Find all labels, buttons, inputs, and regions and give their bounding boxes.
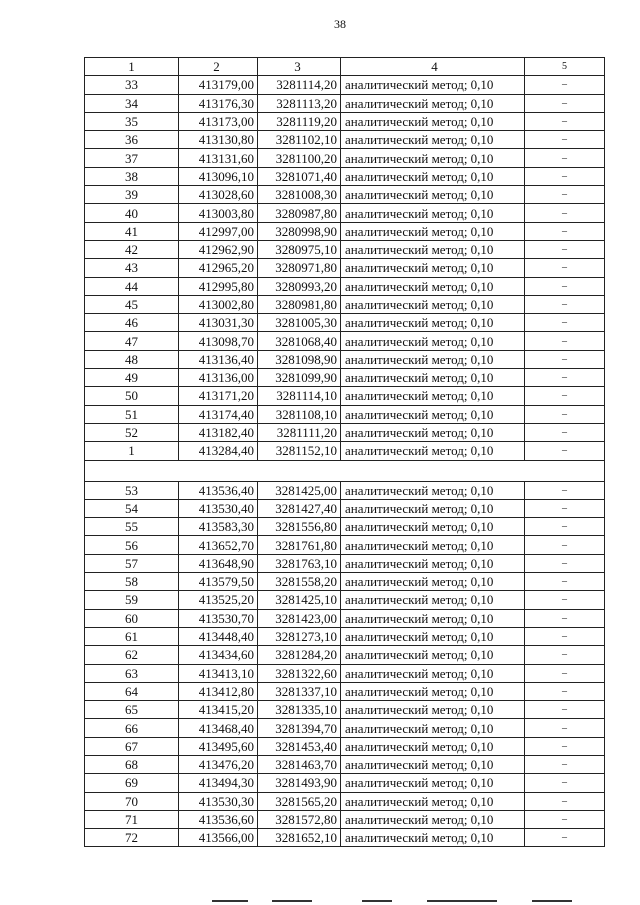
- x-coordinate: 413566,00: [179, 829, 258, 847]
- x-coordinate: 413131,60: [179, 149, 258, 167]
- x-coordinate: 413468,40: [179, 719, 258, 737]
- column5-cell: –: [525, 627, 605, 645]
- method-cell: аналитический метод; 0,10: [341, 664, 525, 682]
- method-cell: аналитический метод; 0,10: [341, 167, 525, 185]
- method-cell: аналитический метод; 0,10: [341, 518, 525, 536]
- method-cell: аналитический метод; 0,10: [341, 442, 525, 460]
- point-number: 48: [85, 350, 179, 368]
- table-row: [85, 737, 605, 755]
- method-cell: аналитический метод; 0,10: [341, 186, 525, 204]
- table-row: [85, 167, 605, 185]
- table-row: [85, 277, 605, 295]
- point-number: 43: [85, 259, 179, 277]
- x-coordinate: 413434,60: [179, 646, 258, 664]
- point-number: 55: [85, 518, 179, 536]
- table-row: [85, 369, 605, 387]
- point-number: 38: [85, 167, 179, 185]
- column-header-2: 2: [179, 58, 258, 76]
- y-coordinate: 3281493,90: [258, 774, 341, 792]
- point-number: 46: [85, 314, 179, 332]
- y-coordinate: 3281335,10: [258, 701, 341, 719]
- x-coordinate: 413179,00: [179, 76, 258, 94]
- column5-cell: –: [525, 186, 605, 204]
- x-coordinate: 413284,40: [179, 442, 258, 460]
- y-coordinate: 3281558,20: [258, 573, 341, 591]
- x-coordinate: 413579,50: [179, 573, 258, 591]
- y-coordinate: 3281113,20: [258, 94, 341, 112]
- footer-rule: [212, 897, 612, 905]
- method-cell: аналитический метод; 0,10: [341, 792, 525, 810]
- table-row: [85, 573, 605, 591]
- point-number: 49: [85, 369, 179, 387]
- y-coordinate: 3280998,90: [258, 222, 341, 240]
- point-number: 1: [85, 442, 179, 460]
- coordinates-table: [84, 57, 605, 847]
- x-coordinate: 413176,30: [179, 94, 258, 112]
- table-row: [85, 774, 605, 792]
- point-number: 68: [85, 755, 179, 773]
- table-row: [85, 701, 605, 719]
- x-coordinate: 413002,80: [179, 295, 258, 313]
- point-number: 36: [85, 131, 179, 149]
- method-cell: аналитический метод; 0,10: [341, 369, 525, 387]
- column5-cell: –: [525, 664, 605, 682]
- method-cell: аналитический метод; 0,10: [341, 573, 525, 591]
- table-row: [85, 131, 605, 149]
- column5-cell: –: [525, 682, 605, 700]
- method-cell: аналитический метод; 0,10: [341, 719, 525, 737]
- y-coordinate: 3281111,20: [258, 423, 341, 441]
- column5-cell: –: [525, 94, 605, 112]
- y-coordinate: 3281119,20: [258, 112, 341, 130]
- x-coordinate: 413136,00: [179, 369, 258, 387]
- column5-cell: –: [525, 295, 605, 313]
- table-row: [85, 810, 605, 828]
- x-coordinate: 413530,30: [179, 792, 258, 810]
- x-coordinate: 413494,30: [179, 774, 258, 792]
- y-coordinate: 3280993,20: [258, 277, 341, 295]
- y-coordinate: 3281114,20: [258, 76, 341, 94]
- column-header-1: 1: [85, 58, 179, 76]
- x-coordinate: 413530,40: [179, 499, 258, 517]
- y-coordinate: 3280987,80: [258, 204, 341, 222]
- y-coordinate: 3281453,40: [258, 737, 341, 755]
- method-cell: аналитический метод; 0,10: [341, 423, 525, 441]
- column5-cell: –: [525, 810, 605, 828]
- method-cell: аналитический метод; 0,10: [341, 405, 525, 423]
- y-coordinate: 3281337,10: [258, 682, 341, 700]
- point-number: 51: [85, 405, 179, 423]
- table-row: [85, 149, 605, 167]
- column5-cell: –: [525, 701, 605, 719]
- method-cell: аналитический метод; 0,10: [341, 829, 525, 847]
- table-row: [85, 442, 605, 460]
- point-number: 61: [85, 627, 179, 645]
- y-coordinate: 3281565,20: [258, 792, 341, 810]
- y-coordinate: 3281322,60: [258, 664, 341, 682]
- point-number: 70: [85, 792, 179, 810]
- y-coordinate: 3281761,80: [258, 536, 341, 554]
- column5-cell: –: [525, 774, 605, 792]
- y-coordinate: 3281425,10: [258, 591, 341, 609]
- method-cell: аналитический метод; 0,10: [341, 774, 525, 792]
- column5-cell: –: [525, 149, 605, 167]
- column5-cell: –: [525, 204, 605, 222]
- y-coordinate: 3281763,10: [258, 554, 341, 572]
- column5-cell: –: [525, 350, 605, 368]
- column5-cell: –: [525, 131, 605, 149]
- method-cell: аналитический метод; 0,10: [341, 149, 525, 167]
- column5-cell: –: [525, 518, 605, 536]
- y-coordinate: 3281284,20: [258, 646, 341, 664]
- column-header-5: 5: [525, 58, 605, 76]
- x-coordinate: 413174,40: [179, 405, 258, 423]
- point-number: 56: [85, 536, 179, 554]
- point-number: 53: [85, 481, 179, 499]
- method-cell: аналитический метод; 0,10: [341, 94, 525, 112]
- table-row: [85, 94, 605, 112]
- x-coordinate: 413003,80: [179, 204, 258, 222]
- point-number: 64: [85, 682, 179, 700]
- y-coordinate: 3280975,10: [258, 240, 341, 258]
- table-row: [85, 405, 605, 423]
- y-coordinate: 3281071,40: [258, 167, 341, 185]
- y-coordinate: 3281425,00: [258, 481, 341, 499]
- y-coordinate: 3281114,10: [258, 387, 341, 405]
- x-coordinate: 413648,90: [179, 554, 258, 572]
- point-number: 41: [85, 222, 179, 240]
- point-number: 57: [85, 554, 179, 572]
- point-number: 47: [85, 332, 179, 350]
- table-row: [85, 423, 605, 441]
- x-coordinate: 413476,20: [179, 755, 258, 773]
- method-cell: аналитический метод; 0,10: [341, 554, 525, 572]
- column5-cell: –: [525, 554, 605, 572]
- table-row: [85, 186, 605, 204]
- method-cell: аналитический метод; 0,10: [341, 332, 525, 350]
- column5-cell: –: [525, 76, 605, 94]
- column5-cell: –: [525, 277, 605, 295]
- table-header-row: [85, 58, 605, 76]
- method-cell: аналитический метод; 0,10: [341, 240, 525, 258]
- table-row: [85, 536, 605, 554]
- column5-cell: –: [525, 792, 605, 810]
- method-cell: аналитический метод; 0,10: [341, 314, 525, 332]
- point-number: 50: [85, 387, 179, 405]
- y-coordinate: 3281652,10: [258, 829, 341, 847]
- point-number: 39: [85, 186, 179, 204]
- y-coordinate: 3281099,90: [258, 369, 341, 387]
- point-number: 62: [85, 646, 179, 664]
- point-number: 65: [85, 701, 179, 719]
- method-cell: аналитический метод; 0,10: [341, 810, 525, 828]
- x-coordinate: 413136,40: [179, 350, 258, 368]
- y-coordinate: 3281556,80: [258, 518, 341, 536]
- y-coordinate: 3281463,70: [258, 755, 341, 773]
- table-row: [85, 112, 605, 130]
- x-coordinate: 413525,20: [179, 591, 258, 609]
- method-cell: аналитический метод; 0,10: [341, 536, 525, 554]
- point-number: 34: [85, 94, 179, 112]
- method-cell: аналитический метод; 0,10: [341, 131, 525, 149]
- column5-cell: –: [525, 222, 605, 240]
- column5-cell: –: [525, 240, 605, 258]
- x-coordinate: 413652,70: [179, 536, 258, 554]
- table-row: [85, 481, 605, 499]
- table-row: [85, 554, 605, 572]
- table-row: [85, 332, 605, 350]
- method-cell: аналитический метод; 0,10: [341, 609, 525, 627]
- table-row: [85, 591, 605, 609]
- table-row: [85, 204, 605, 222]
- column5-cell: –: [525, 314, 605, 332]
- x-coordinate: 413536,60: [179, 810, 258, 828]
- x-coordinate: 413415,20: [179, 701, 258, 719]
- table-row: [85, 76, 605, 94]
- table-row: [85, 295, 605, 313]
- method-cell: аналитический метод; 0,10: [341, 204, 525, 222]
- point-number: 54: [85, 499, 179, 517]
- x-coordinate: 413530,70: [179, 609, 258, 627]
- table-row: [85, 350, 605, 368]
- method-cell: аналитический метод; 0,10: [341, 499, 525, 517]
- x-coordinate: 413173,00: [179, 112, 258, 130]
- point-number: 69: [85, 774, 179, 792]
- table-row: [85, 792, 605, 810]
- column5-cell: –: [525, 829, 605, 847]
- point-number: 59: [85, 591, 179, 609]
- y-coordinate: 3281005,30: [258, 314, 341, 332]
- table-row: [85, 719, 605, 737]
- method-cell: аналитический метод; 0,10: [341, 682, 525, 700]
- column-header-3: 3: [258, 58, 341, 76]
- point-number: 63: [85, 664, 179, 682]
- column5-cell: –: [525, 387, 605, 405]
- column5-cell: –: [525, 259, 605, 277]
- column5-cell: –: [525, 442, 605, 460]
- x-coordinate: 413130,80: [179, 131, 258, 149]
- point-number: 45: [85, 295, 179, 313]
- x-coordinate: 413583,30: [179, 518, 258, 536]
- point-number: 58: [85, 573, 179, 591]
- x-coordinate: 413536,40: [179, 481, 258, 499]
- column5-cell: –: [525, 405, 605, 423]
- y-coordinate: 3281152,10: [258, 442, 341, 460]
- method-cell: аналитический метод; 0,10: [341, 481, 525, 499]
- method-cell: аналитический метод; 0,10: [341, 277, 525, 295]
- column5-cell: –: [525, 332, 605, 350]
- point-number: 52: [85, 423, 179, 441]
- point-number: 35: [85, 112, 179, 130]
- y-coordinate: 3281108,10: [258, 405, 341, 423]
- method-cell: аналитический метод; 0,10: [341, 387, 525, 405]
- y-coordinate: 3281008,30: [258, 186, 341, 204]
- column5-cell: –: [525, 536, 605, 554]
- table-row: [85, 646, 605, 664]
- y-coordinate: 3280981,80: [258, 295, 341, 313]
- method-cell: аналитический метод; 0,10: [341, 222, 525, 240]
- column5-cell: –: [525, 737, 605, 755]
- method-cell: аналитический метод; 0,10: [341, 627, 525, 645]
- column5-cell: –: [525, 167, 605, 185]
- method-cell: аналитический метод; 0,10: [341, 646, 525, 664]
- method-cell: аналитический метод; 0,10: [341, 259, 525, 277]
- x-coordinate: 413495,60: [179, 737, 258, 755]
- table-row: [85, 664, 605, 682]
- point-number: 40: [85, 204, 179, 222]
- table-row: [85, 240, 605, 258]
- method-cell: аналитический метод; 0,10: [341, 350, 525, 368]
- point-number: 60: [85, 609, 179, 627]
- method-cell: аналитический метод; 0,10: [341, 295, 525, 313]
- column5-cell: –: [525, 573, 605, 591]
- column5-cell: –: [525, 646, 605, 664]
- column5-cell: –: [525, 112, 605, 130]
- point-number: 42: [85, 240, 179, 258]
- y-coordinate: 3281102,10: [258, 131, 341, 149]
- y-coordinate: 3281427,40: [258, 499, 341, 517]
- separator-cell: [85, 460, 605, 481]
- column-header-4: 4: [341, 58, 525, 76]
- coordinates-table-body: [85, 58, 605, 847]
- column5-cell: –: [525, 609, 605, 627]
- table-separator-row: [85, 460, 605, 481]
- method-cell: аналитический метод; 0,10: [341, 755, 525, 773]
- column5-cell: –: [525, 481, 605, 499]
- method-cell: аналитический метод; 0,10: [341, 76, 525, 94]
- table-row: [85, 499, 605, 517]
- point-number: 66: [85, 719, 179, 737]
- y-coordinate: 3281098,90: [258, 350, 341, 368]
- table-row: [85, 518, 605, 536]
- y-coordinate: 3281100,20: [258, 149, 341, 167]
- x-coordinate: 412995,80: [179, 277, 258, 295]
- table-row: [85, 259, 605, 277]
- page-number: 38: [334, 17, 346, 31]
- column5-cell: –: [525, 499, 605, 517]
- method-cell: аналитический метод; 0,10: [341, 737, 525, 755]
- table-row: [85, 627, 605, 645]
- table-row: [85, 387, 605, 405]
- point-number: 67: [85, 737, 179, 755]
- point-number: 71: [85, 810, 179, 828]
- table-row: [85, 314, 605, 332]
- x-coordinate: 413171,20: [179, 387, 258, 405]
- x-coordinate: 413412,80: [179, 682, 258, 700]
- table-row: [85, 222, 605, 240]
- y-coordinate: 3280971,80: [258, 259, 341, 277]
- y-coordinate: 3281273,10: [258, 627, 341, 645]
- x-coordinate: 413182,40: [179, 423, 258, 441]
- point-number: 33: [85, 76, 179, 94]
- x-coordinate: 413096,10: [179, 167, 258, 185]
- x-coordinate: 412997,00: [179, 222, 258, 240]
- point-number: 37: [85, 149, 179, 167]
- y-coordinate: 3281572,80: [258, 810, 341, 828]
- x-coordinate: 413031,30: [179, 314, 258, 332]
- y-coordinate: 3281394,70: [258, 719, 341, 737]
- x-coordinate: 412965,20: [179, 259, 258, 277]
- point-number: 44: [85, 277, 179, 295]
- column5-cell: –: [525, 369, 605, 387]
- x-coordinate: 413448,40: [179, 627, 258, 645]
- x-coordinate: 412962,90: [179, 240, 258, 258]
- column5-cell: –: [525, 423, 605, 441]
- column5-cell: –: [525, 591, 605, 609]
- column5-cell: –: [525, 719, 605, 737]
- table-row: [85, 829, 605, 847]
- x-coordinate: 413028,60: [179, 186, 258, 204]
- x-coordinate: 413098,70: [179, 332, 258, 350]
- column5-cell: –: [525, 755, 605, 773]
- method-cell: аналитический метод; 0,10: [341, 701, 525, 719]
- point-number: 72: [85, 829, 179, 847]
- table-row: [85, 682, 605, 700]
- x-coordinate: 413413,10: [179, 664, 258, 682]
- y-coordinate: 3281068,40: [258, 332, 341, 350]
- method-cell: аналитический метод; 0,10: [341, 591, 525, 609]
- y-coordinate: 3281423,00: [258, 609, 341, 627]
- table-row: [85, 609, 605, 627]
- table-row: [85, 755, 605, 773]
- method-cell: аналитический метод; 0,10: [341, 112, 525, 130]
